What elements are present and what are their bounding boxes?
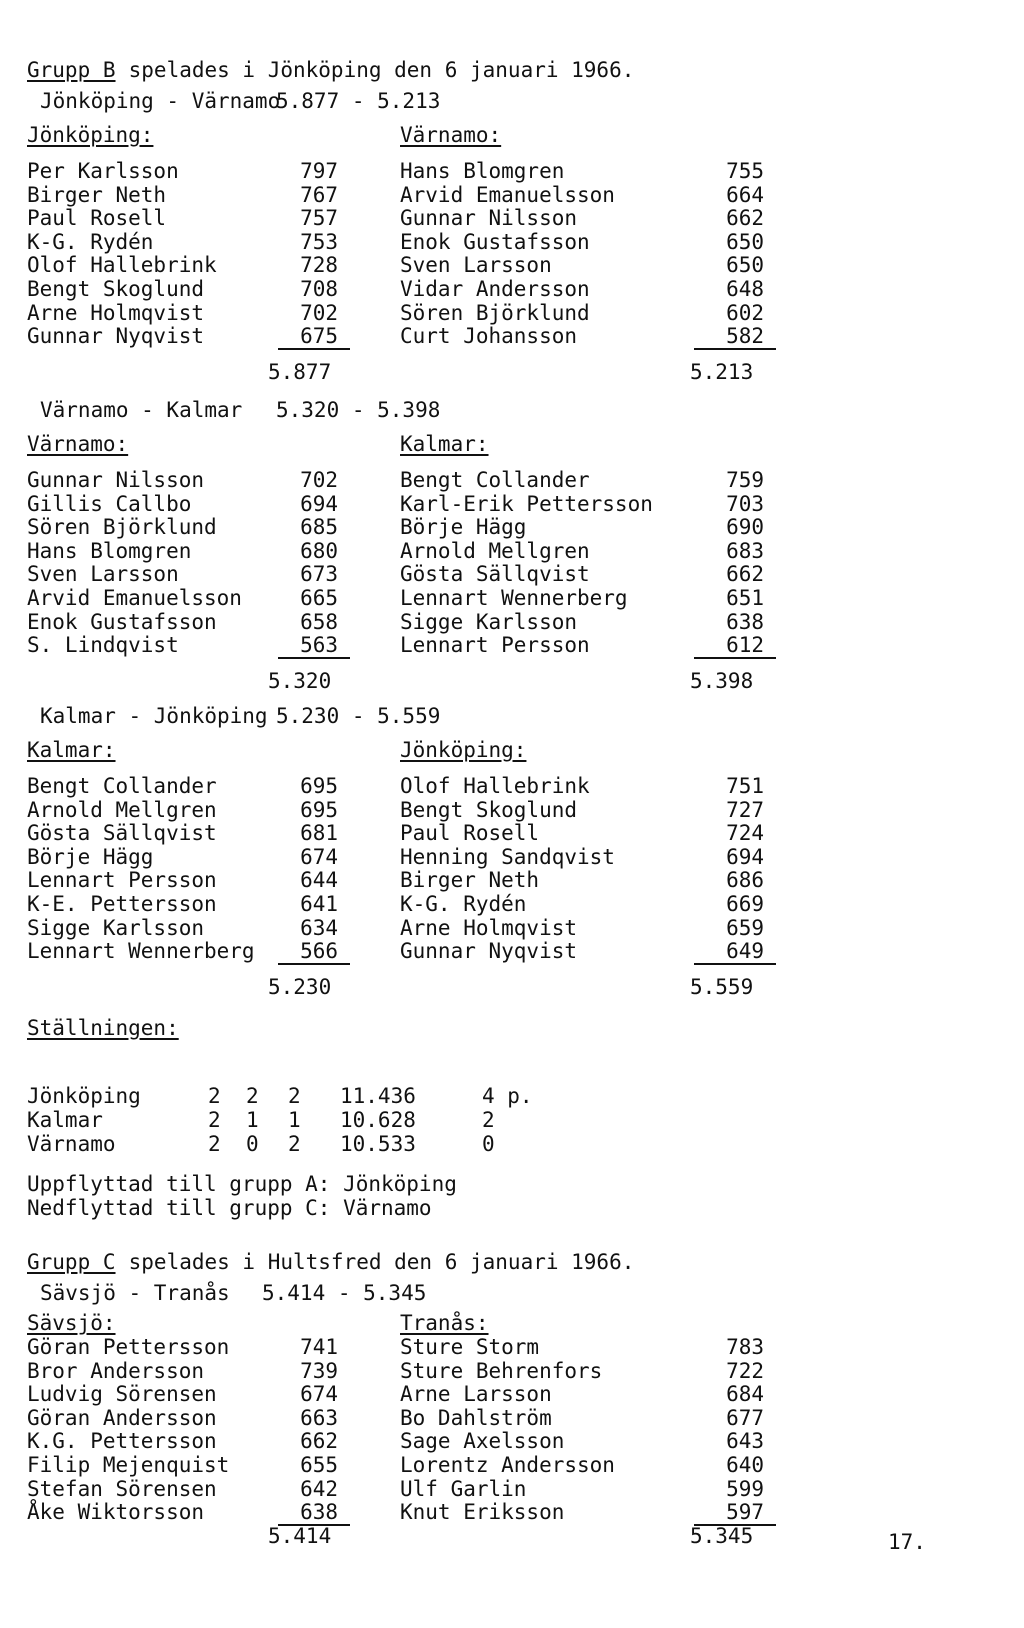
player-name: Bengt Skoglund xyxy=(27,277,205,301)
standings-points: 2 xyxy=(482,1108,495,1132)
player-score: 702 xyxy=(300,300,338,325)
player-name: Filip Mejenquist xyxy=(27,1453,230,1477)
player-score: 741 xyxy=(300,1335,338,1359)
page-number: 17. xyxy=(888,1530,926,1554)
team-total-right: 5.213 xyxy=(690,360,754,385)
relegation-note: Nedflyttad till grupp C: Värnamo xyxy=(27,1196,432,1220)
player-score: 662 xyxy=(726,206,764,231)
player-score: 728 xyxy=(300,253,338,278)
player-name: K-G. Rydén xyxy=(400,892,527,916)
player-score: 642 xyxy=(300,1476,338,1501)
player-name: Gunnar Nilsson xyxy=(400,206,578,231)
player-name: Lennart Wennerberg xyxy=(400,586,628,610)
player-name: Paul Rosell xyxy=(27,206,167,231)
player-score: 703 xyxy=(726,491,764,516)
sum-line-right xyxy=(694,348,776,350)
team-total-left: 5.414 xyxy=(268,1524,332,1549)
player-score: 566 xyxy=(300,939,338,964)
player-score: 677 xyxy=(726,1405,764,1430)
team-label-left: Jönköping: xyxy=(27,123,154,147)
player-score: 563 xyxy=(300,633,338,658)
player-name: Göran Andersson xyxy=(27,1405,217,1430)
player-name: Per Karlsson xyxy=(27,159,179,183)
standings-played: 2 xyxy=(208,1108,221,1132)
player-score: 655 xyxy=(300,1453,338,1477)
player-score: 582 xyxy=(726,324,764,349)
player-name: Göran Pettersson xyxy=(27,1335,230,1359)
standings-matchpoints: 2 xyxy=(288,1132,301,1156)
player-score: 683 xyxy=(726,538,764,563)
player-score: 767 xyxy=(300,182,338,207)
player-name: Gösta Sällqvist xyxy=(400,562,590,587)
player-name: Sven Larsson xyxy=(400,253,552,278)
player-score: 684 xyxy=(726,1382,764,1407)
player-score: 641 xyxy=(300,892,338,916)
player-score: 648 xyxy=(726,277,764,301)
player-score: 755 xyxy=(726,159,764,183)
player-score: 680 xyxy=(300,538,338,563)
sum-line-right xyxy=(694,963,776,965)
player-score: 643 xyxy=(726,1429,764,1454)
player-score: 612 xyxy=(726,633,764,658)
match-score: 5.877 - 5.213 xyxy=(276,89,441,113)
player-score: 650 xyxy=(726,229,764,254)
team-label-right: Tranås: xyxy=(400,1311,489,1335)
player-score: 694 xyxy=(726,844,764,869)
player-name: Gillis Callbo xyxy=(27,491,192,516)
player-score: 663 xyxy=(300,1405,338,1430)
player-score: 602 xyxy=(726,300,764,325)
team-total-left: 5.320 xyxy=(268,669,332,694)
player-name: Ludvig Sörensen xyxy=(27,1382,217,1407)
player-name: Åke Wiktorsson xyxy=(27,1500,205,1525)
player-score: 690 xyxy=(726,515,764,540)
standings-matchpoints: 1 xyxy=(288,1108,301,1132)
player-name: Karl-Erik Pettersson xyxy=(400,491,653,516)
player-name: Stefan Sörensen xyxy=(27,1476,217,1501)
player-score: 686 xyxy=(726,868,764,893)
player-name: S. Lindqvist xyxy=(27,633,179,658)
promotion-note: Uppflyttad till grupp A: Jönköping xyxy=(27,1172,457,1196)
player-score: 702 xyxy=(300,468,338,492)
group-heading-lead: Grupp C xyxy=(27,1250,116,1274)
player-name: Bengt Skoglund xyxy=(400,797,578,822)
player-name: Sigge Karlsson xyxy=(27,915,205,940)
player-name: Vidar Andersson xyxy=(400,277,590,301)
player-score: 759 xyxy=(726,468,764,492)
player-name: K-E. Pettersson xyxy=(27,892,217,916)
player-name: Lennart Wennerberg xyxy=(27,939,255,964)
player-score: 673 xyxy=(300,562,338,587)
player-name: Arvid Emanuelsson xyxy=(27,586,242,610)
match-title: Värnamo - Kalmar xyxy=(40,398,243,422)
team-total-right: 5.345 xyxy=(690,1524,754,1549)
player-score: 638 xyxy=(726,609,764,634)
team-label-right: Värnamo: xyxy=(400,123,502,147)
team-label-left: Värnamo: xyxy=(27,432,129,456)
match-score: 5.230 - 5.559 xyxy=(276,704,441,728)
team-total-left: 5.877 xyxy=(268,360,332,385)
player-score: 597 xyxy=(726,1500,764,1525)
match-title: Kalmar - Jönköping xyxy=(40,704,268,728)
player-score: 695 xyxy=(300,797,338,822)
player-score: 751 xyxy=(726,774,764,798)
player-score: 739 xyxy=(300,1358,338,1383)
team-total-right: 5.559 xyxy=(690,975,754,1000)
player-score: 649 xyxy=(726,939,764,964)
player-score: 753 xyxy=(300,229,338,254)
team-label-right: Kalmar: xyxy=(400,432,489,456)
player-name: Börje Hägg xyxy=(400,515,527,540)
player-name: Arne Larsson xyxy=(400,1382,552,1407)
standings-team: Värnamo xyxy=(27,1132,116,1156)
player-score: 640 xyxy=(726,1453,764,1477)
standings-matchpoints: 2 xyxy=(288,1084,301,1108)
player-score: 659 xyxy=(726,915,764,940)
player-name: Sage Axelsson xyxy=(400,1429,565,1454)
player-name: Bo Dahlström xyxy=(400,1405,552,1430)
player-score: 674 xyxy=(300,1382,338,1407)
standings-won: 1 xyxy=(246,1108,259,1132)
player-name: Arnold Mellgren xyxy=(27,797,217,822)
team-label-right: Jönköping: xyxy=(400,738,527,762)
player-name: Sören Björklund xyxy=(27,515,217,540)
player-name: Arnold Mellgren xyxy=(400,538,590,563)
player-score: 651 xyxy=(726,586,764,610)
player-name: K.G. Pettersson xyxy=(27,1429,217,1454)
player-name: Arne Holmqvist xyxy=(400,915,578,940)
team-total-left: 5.230 xyxy=(268,975,332,1000)
player-name: Sven Larsson xyxy=(27,562,179,587)
player-name: Sigge Karlsson xyxy=(400,609,578,634)
player-score: 708 xyxy=(300,277,338,301)
player-name: Enok Gustafsson xyxy=(400,229,590,254)
player-name: Gösta Sällqvist xyxy=(27,821,217,846)
player-score: 695 xyxy=(300,774,338,798)
player-name: Bengt Collander xyxy=(400,468,590,492)
group-heading-text: spelades i Jönköping den 6 januari 1966. xyxy=(116,58,635,82)
group-heading-lead: Grupp B xyxy=(27,58,116,82)
player-name: Knut Eriksson xyxy=(400,1500,565,1525)
player-score: 650 xyxy=(726,253,764,278)
player-score: 722 xyxy=(726,1358,764,1383)
player-name: Arvid Emanuelsson xyxy=(400,182,615,207)
player-name: Bengt Collander xyxy=(27,774,217,798)
player-name: Paul Rosell xyxy=(400,821,540,846)
player-name: Lennart Persson xyxy=(400,633,590,658)
player-name: K-G. Rydén xyxy=(27,229,154,254)
player-name: Hans Blomgren xyxy=(27,538,192,563)
standings-played: 2 xyxy=(208,1132,221,1156)
player-name: Hans Blomgren xyxy=(400,159,565,183)
player-score: 783 xyxy=(726,1335,764,1359)
player-score: 658 xyxy=(300,609,338,634)
player-name: Gunnar Nilsson xyxy=(27,468,205,492)
match-title: Jönköping - Värnamo xyxy=(40,89,281,113)
player-score: 694 xyxy=(300,491,338,516)
team-label-left: Sävsjö: xyxy=(27,1311,116,1335)
player-name: Birger Neth xyxy=(27,182,167,207)
player-name: Gunnar Nyqvist xyxy=(27,324,205,349)
player-name: Olof Hallebrink xyxy=(400,774,590,798)
player-name: Curt Johansson xyxy=(400,324,578,349)
player-name: Börje Hägg xyxy=(27,844,154,869)
match-score: 5.320 - 5.398 xyxy=(276,398,441,422)
player-score: 669 xyxy=(726,892,764,916)
player-score: 681 xyxy=(300,821,338,846)
standings-team: Kalmar xyxy=(27,1108,103,1132)
sum-line-left xyxy=(278,963,350,965)
sum-line-left xyxy=(278,657,350,659)
player-name: Gunnar Nyqvist xyxy=(400,939,578,964)
group-heading-text: spelades i Hultsfred den 6 januari 1966. xyxy=(116,1250,635,1274)
player-score: 664 xyxy=(726,182,764,207)
player-score: 662 xyxy=(300,1429,338,1454)
standings-points: 4 p. xyxy=(482,1084,533,1108)
player-score: 665 xyxy=(300,586,338,610)
player-name: Lorentz Andersson xyxy=(400,1453,615,1477)
player-score: 727 xyxy=(726,797,764,822)
player-score: 757 xyxy=(300,206,338,231)
player-name: Bror Andersson xyxy=(27,1358,205,1383)
sum-line-left xyxy=(278,348,350,350)
player-name: Sture Storm xyxy=(400,1335,540,1359)
player-name: Lennart Persson xyxy=(27,868,217,893)
standings-pins: 11.436 xyxy=(340,1084,416,1108)
team-total-right: 5.398 xyxy=(690,669,754,694)
player-name: Enok Gustafsson xyxy=(27,609,217,634)
player-name: Henning Sandqvist xyxy=(400,844,615,869)
match-score: 5.414 - 5.345 xyxy=(262,1281,427,1305)
team-label-left: Kalmar: xyxy=(27,738,116,762)
player-score: 797 xyxy=(300,159,338,183)
player-score: 599 xyxy=(726,1476,764,1501)
standings-label: Ställningen: xyxy=(27,1016,179,1040)
player-score: 724 xyxy=(726,821,764,846)
standings-pins: 10.533 xyxy=(340,1132,416,1156)
standings-team: Jönköping xyxy=(27,1084,141,1108)
player-name: Arne Holmqvist xyxy=(27,300,205,325)
standings-played: 2 xyxy=(208,1084,221,1108)
standings-won: 2 xyxy=(246,1084,259,1108)
standings-won: 0 xyxy=(246,1132,259,1156)
player-name: Sören Björklund xyxy=(400,300,590,325)
player-name: Olof Hallebrink xyxy=(27,253,217,278)
standings-points: 0 xyxy=(482,1132,495,1156)
player-score: 662 xyxy=(726,562,764,587)
player-score: 675 xyxy=(300,324,338,349)
player-name: Ulf Garlin xyxy=(400,1476,527,1501)
player-score: 634 xyxy=(300,915,338,940)
player-name: Birger Neth xyxy=(400,868,540,893)
player-score: 644 xyxy=(300,868,338,893)
player-score: 674 xyxy=(300,844,338,869)
player-score: 685 xyxy=(300,515,338,540)
player-score: 638 xyxy=(300,1500,338,1525)
sum-line-right xyxy=(694,657,776,659)
player-name: Sture Behrenfors xyxy=(400,1358,603,1383)
match-title: Sävsjö - Tranås xyxy=(40,1281,230,1305)
standings-pins: 10.628 xyxy=(340,1108,416,1132)
